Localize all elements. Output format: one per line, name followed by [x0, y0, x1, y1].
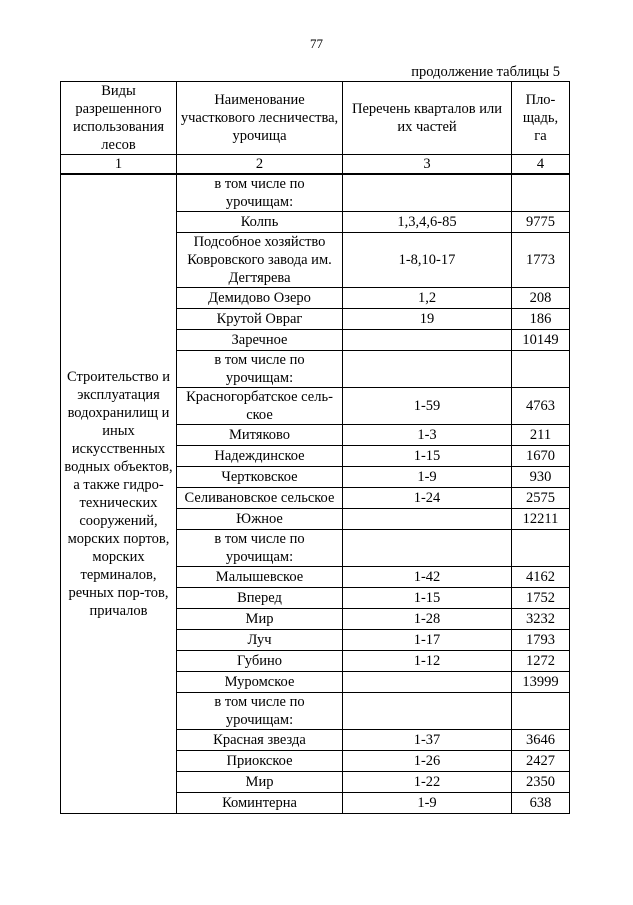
area-cell: 1752 — [512, 588, 570, 609]
header-usage-types: Виды разрешенного использования лесов — [61, 82, 177, 155]
forestry-name-cell: в том числе по урочищам: — [177, 530, 343, 567]
column-number: 4 — [512, 155, 570, 175]
quarters-cell: 1,2 — [343, 288, 512, 309]
area-cell: 1773 — [512, 233, 570, 288]
forestry-name-cell: Надеждинское — [177, 446, 343, 467]
area-cell: 930 — [512, 467, 570, 488]
forestry-name-cell: Малышевское — [177, 567, 343, 588]
area-cell: 1272 — [512, 651, 570, 672]
area-cell: 2350 — [512, 772, 570, 793]
forestry-name-cell: Митяково — [177, 425, 343, 446]
quarters-cell: 1-9 — [343, 467, 512, 488]
area-cell: 1793 — [512, 630, 570, 651]
forestry-name-cell: Крутой Овраг — [177, 309, 343, 330]
quarters-cell: 1-9 — [343, 793, 512, 814]
area-cell: 2427 — [512, 751, 570, 772]
forestry-name-cell: Южное — [177, 509, 343, 530]
area-cell: 13999 — [512, 672, 570, 693]
quarters-cell: 1-15 — [343, 588, 512, 609]
column-number-row — [61, 155, 570, 175]
quarters-cell: 1-28 — [343, 609, 512, 630]
forestry-name-cell: Мир — [177, 772, 343, 793]
quarters-cell — [343, 509, 512, 530]
quarters-cell — [343, 174, 512, 212]
forestry-name-cell: Колпь — [177, 212, 343, 233]
column-number: 1 — [61, 155, 177, 175]
area-cell — [512, 693, 570, 730]
quarters-cell: 1-26 — [343, 751, 512, 772]
quarters-cell: 1-12 — [343, 651, 512, 672]
area-cell: 1670 — [512, 446, 570, 467]
table-caption: продолжение таблицы 5 — [411, 64, 560, 80]
area-cell: 211 — [512, 425, 570, 446]
quarters-cell: 1-22 — [343, 772, 512, 793]
quarters-cell — [343, 693, 512, 730]
area-cell: 3646 — [512, 730, 570, 751]
quarters-cell: 19 — [343, 309, 512, 330]
header-forestry-name: Наименование участкового лесничества, урочища — [177, 82, 343, 155]
forestry-name-cell: Приокское — [177, 751, 343, 772]
forestry-name-cell: Муромское — [177, 672, 343, 693]
table-body — [61, 174, 570, 814]
area-cell: 12211 — [512, 509, 570, 530]
quarters-cell: 1-24 — [343, 488, 512, 509]
forestry-name-cell: Красногорбатское сель-ское — [177, 388, 343, 425]
area-cell — [512, 530, 570, 567]
area-cell: 4162 — [512, 567, 570, 588]
area-cell — [512, 174, 570, 212]
column-number: 2 — [177, 155, 343, 175]
forest-use-table — [60, 81, 570, 814]
forestry-name-cell: Губино — [177, 651, 343, 672]
forestry-name-cell: Луч — [177, 630, 343, 651]
area-cell — [512, 351, 570, 388]
page-number: 77 — [310, 36, 323, 51]
quarters-cell: 1-15 — [343, 446, 512, 467]
forestry-name-cell: Мир — [177, 609, 343, 630]
quarters-cell — [343, 530, 512, 567]
quarters-cell: 1-42 — [343, 567, 512, 588]
quarters-cell: 1,3,4,6-85 — [343, 212, 512, 233]
quarters-cell: 1-37 — [343, 730, 512, 751]
area-cell: 10149 — [512, 330, 570, 351]
area-cell: 9775 — [512, 212, 570, 233]
table-row — [61, 174, 570, 212]
forestry-name-cell: Красная звезда — [177, 730, 343, 751]
header-quarters-list: Перечень кварталов или их частей — [343, 82, 512, 155]
area-cell: 4763 — [512, 388, 570, 425]
usage-type-cell: Строительство и эксплуатация водохранилищ и иных искусственных водных объектов, а также гидро-технических сооружений, морских портов, морских терминалов, речных пор-тов, причалов — [61, 174, 177, 814]
quarters-cell: 1-17 — [343, 630, 512, 651]
forestry-name-cell: Демидово Озеро — [177, 288, 343, 309]
area-cell: 3232 — [512, 609, 570, 630]
forestry-name-cell: в том числе по урочищам: — [177, 351, 343, 388]
forestry-name-cell: Вперед — [177, 588, 343, 609]
quarters-cell: 1-3 — [343, 425, 512, 446]
header-area: Пло-щадь, га — [512, 82, 570, 155]
column-number: 3 — [343, 155, 512, 175]
forestry-name-cell: Подсобное хозяйство Ковровского завода им. Дегтярева — [177, 233, 343, 288]
area-cell: 638 — [512, 793, 570, 814]
area-cell: 208 — [512, 288, 570, 309]
quarters-cell: 1-8,10-17 — [343, 233, 512, 288]
forestry-name-cell: Селивановское сельское — [177, 488, 343, 509]
quarters-cell: 1-59 — [343, 388, 512, 425]
forestry-name-cell: Чертковское — [177, 467, 343, 488]
forestry-name-cell: в том числе по урочищам: — [177, 693, 343, 730]
forestry-name-cell: Коминтерна — [177, 793, 343, 814]
header-row — [61, 82, 570, 155]
area-cell: 186 — [512, 309, 570, 330]
quarters-cell — [343, 330, 512, 351]
quarters-cell — [343, 672, 512, 693]
area-cell: 2575 — [512, 488, 570, 509]
forestry-name-cell: Заречное — [177, 330, 343, 351]
quarters-cell — [343, 351, 512, 388]
forestry-name-cell: в том числе по урочищам: — [177, 174, 343, 212]
